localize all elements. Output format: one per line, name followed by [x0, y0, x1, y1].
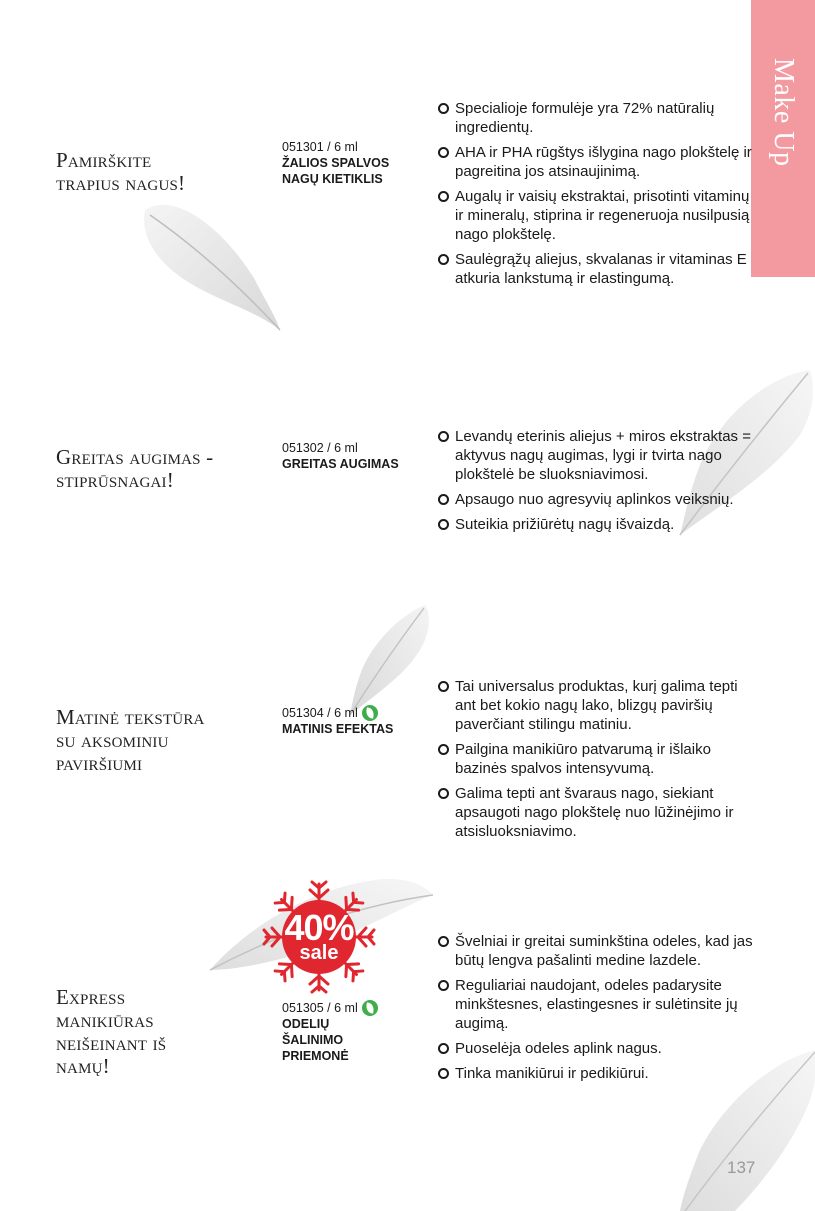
product-3-features — [438, 677, 758, 847]
product-4-code: 051305 / 6 ml — [282, 1001, 358, 1015]
list-item: AHA ir PHA rūgštys išlygina nago plokštelę ir pagreitina jos atsinaujinimą. — [438, 143, 758, 181]
eco-leaf-icon — [362, 1000, 378, 1016]
feather-decoration-3 — [340, 600, 435, 720]
bullet-icon — [438, 147, 449, 158]
product-1-name-line-2: NAGŲ KIETIKLIS — [282, 172, 383, 186]
list-item: Levandų eterinis aliejus + miros ekstraktas = aktyvus nagų augimas, lygi ir tvirta nago plokštelė be sluoksniavimosi. — [438, 427, 758, 484]
product-4-name-line-3: PRIEMONĖ — [282, 1049, 349, 1063]
product-4-features — [438, 932, 758, 1089]
product-4-title: Express manikiūras neišeinant iš namų! — [56, 985, 167, 1078]
eco-leaf-icon — [362, 705, 378, 721]
list-item: Pailgina manikiūro patvarumą ir išlaiko bazinės spalvos intensyvumą. — [438, 740, 758, 778]
product-2-title: Greitas augimas - stiprūsnagai! — [56, 445, 214, 492]
bullet-icon — [438, 191, 449, 202]
product-3-name-line-1: MATINIS EFEKTAS — [282, 722, 394, 736]
list-item: Tinka manikiūrui ir pedikiūrui. — [438, 1064, 758, 1083]
bullet-icon — [438, 980, 449, 991]
bullet-icon — [438, 681, 449, 692]
list-item: Augalų ir vaisių ekstraktai, prisotinti vitaminų ir mineralų, stiprina ir regeneruoja nusilpusią nago plokštelę. — [438, 187, 758, 244]
product-1-code: 051301 / 6 ml — [282, 140, 358, 154]
bullet-icon — [438, 936, 449, 947]
list-item: Suteikia prižiūrėtų nagų išvaizdą. — [438, 515, 758, 534]
list-item: Švelniai ir greitai suminkština odeles, kad jas būtų lengva pašalinti medine lazdele. — [438, 932, 758, 970]
bullet-icon — [438, 254, 449, 265]
list-item: Specialioje formulėje yra 72% natūralių ingredientų. — [438, 99, 758, 137]
list-item: Reguliariai naudojant, odeles padarysite minkštesnes, elastingesnes ir sulėtinsite jų augimą. — [438, 976, 758, 1033]
feather-decoration-1 — [135, 190, 285, 340]
category-side-tab — [751, 0, 815, 277]
bullet-icon — [438, 1068, 449, 1079]
bullet-icon — [438, 431, 449, 442]
sale-percent: 40% — [284, 907, 354, 948]
bullet-icon — [438, 788, 449, 799]
product-1-features — [438, 99, 758, 294]
list-item: Apsaugo nuo agresyvių aplinkos veiksnių. — [438, 490, 758, 509]
list-item: Galima tepti ant švaraus nago, siekiant apsaugoti nago plokštelę nuo lūžinėjimo ir atsisluoksniavimo. — [438, 784, 758, 841]
product-2-info — [282, 440, 432, 472]
page-number: 137 — [727, 1158, 756, 1177]
product-2-features — [438, 427, 758, 540]
list-item: Tai universalus produktas, kurį galima tepti ant bet kokio nagų lako, blizgų paviršių paverčiant stilingu matiniu. — [438, 677, 758, 734]
bullet-icon — [438, 494, 449, 505]
product-3-info — [282, 705, 432, 737]
sale-badge — [262, 880, 376, 994]
product-4-name-line-1: ODELIŲ — [282, 1017, 330, 1031]
list-item: Saulėgrąžų aliejus, skvalanas ir vitaminas E atkuria lankstumą ir elastingumą. — [438, 250, 758, 288]
product-4-info — [282, 1000, 432, 1064]
sale-word: sale — [299, 942, 339, 964]
product-1-title: Pamirškite trapius nagus! — [56, 148, 186, 195]
product-1-name-line-1: ŽALIOS SPALVOS — [282, 156, 390, 170]
bullet-icon — [438, 103, 449, 114]
category-label: Make Up — [768, 58, 799, 167]
bullet-icon — [438, 519, 449, 530]
product-4-name-line-2: ŠALINIMO — [282, 1033, 344, 1047]
list-item: Puoselėja odeles aplink nagus. — [438, 1039, 758, 1058]
bullet-icon — [438, 1043, 449, 1054]
product-3-code: 051304 / 6 ml — [282, 706, 358, 720]
product-1-info — [282, 139, 432, 187]
product-2-code: 051302 / 6 ml — [282, 441, 358, 455]
product-2-name-line-1: GREITAS AUGIMAS — [282, 457, 399, 471]
product-3-title: Matinė tekstūra su aksominiu paviršiumi — [56, 705, 205, 775]
bullet-icon — [438, 744, 449, 755]
